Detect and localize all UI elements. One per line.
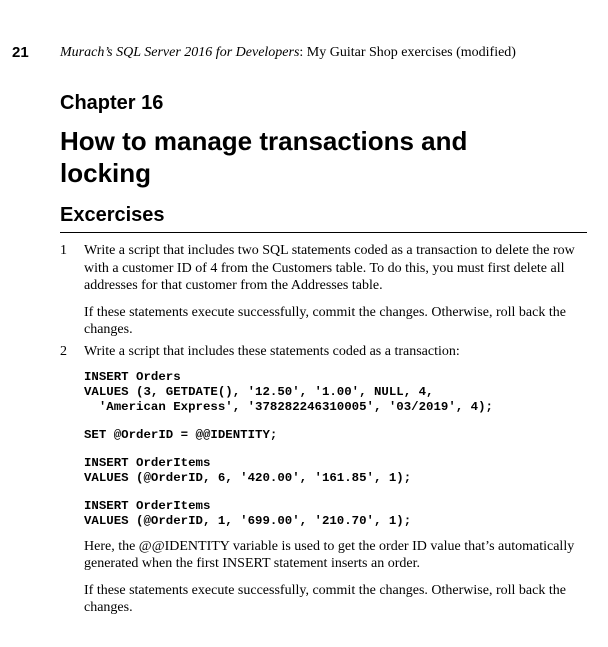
exercise-paragraph: Write a script that includes two SQL statements coded as a transaction to delete the row with a customer ID of 4 from the Customers table. To do this, you must first delete all addresses for that customer from the Addresses table. <box>84 243 575 293</box>
exercise-paragraph: If these statements execute successfully, commit the changes. Otherwise, roll back the changes. <box>84 582 566 615</box>
page-number: 21 <box>12 44 29 61</box>
running-header-rest: : My Guitar Shop exercises (modified) <box>299 45 516 60</box>
exercise-paragraph: If these statements execute successfully, commit the changes. Otherwise, roll back the changes. <box>84 304 566 337</box>
code-block: INSERT OrderItems VALUES (@OrderID, 1, '699.00', '210.70', 1); <box>84 498 412 528</box>
section-rule <box>60 232 587 233</box>
chapter-label: Chapter 16 <box>60 92 164 114</box>
exercise-number: 1 <box>60 243 67 258</box>
book-title: Murach’s SQL Server 2016 for Developers <box>60 45 300 60</box>
code-block: INSERT OrderItems VALUES (@OrderID, 6, '420.00', '161.85', 1); <box>84 455 412 485</box>
exercise-paragraph: Here, the @@IDENTITY variable is used to get the order ID value that’s automatically generated when the first INSERT statement inserts an order. <box>84 538 575 571</box>
exercise-body <box>84 242 580 348</box>
exercise-number: 2 <box>60 344 67 359</box>
running-header <box>60 45 516 61</box>
code-block: SET @OrderID = @@IDENTITY; <box>84 427 278 442</box>
code-block: INSERT Orders VALUES (3, GETDATE(), '12.50', '1.00', NULL, 4, 'American Express', '378282246310005', '03/2019', 4); <box>84 369 493 414</box>
exercise-body <box>84 343 580 626</box>
exercise-paragraph: Write a script that includes these statements coded as a transaction: <box>84 344 460 359</box>
section-heading: Excercises <box>60 204 165 226</box>
chapter-title: How to manage transactions and locking <box>60 126 468 188</box>
